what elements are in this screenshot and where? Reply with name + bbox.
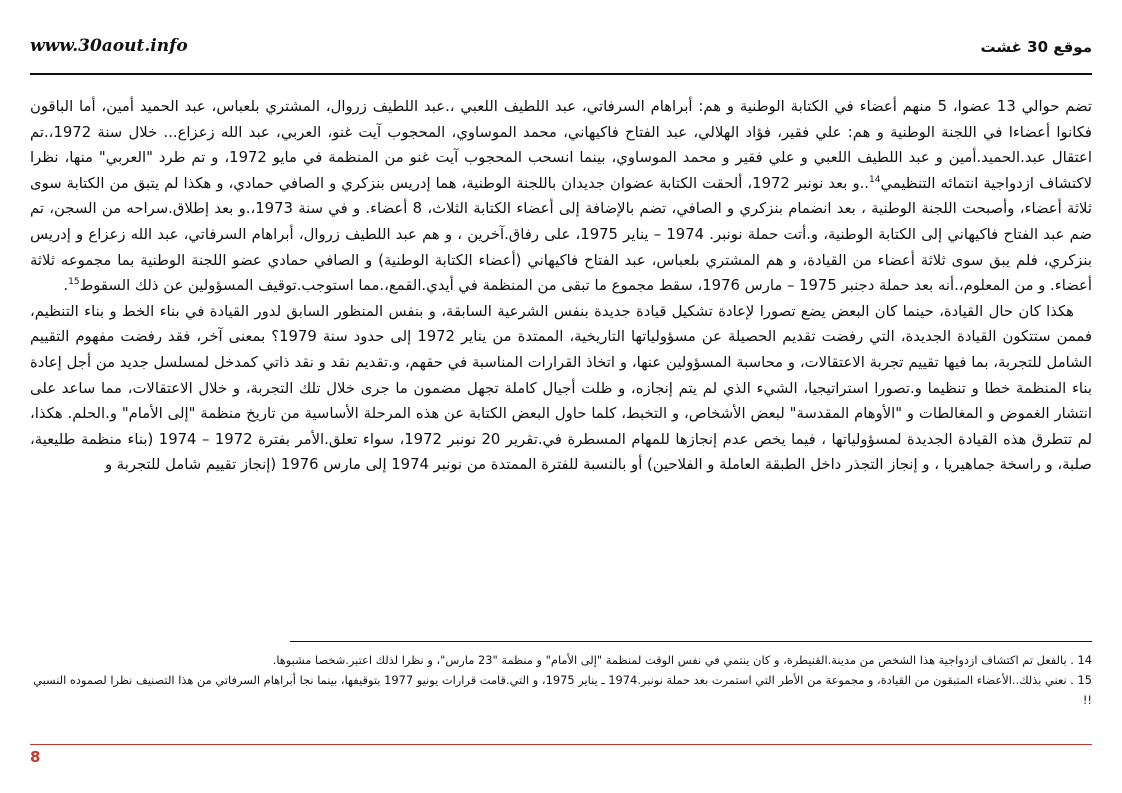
footnote-15: 15 . نعني بذلك..الأعضاء المتبقون من القيادة، و مجموعة من الأطر التي استمرت بعد حملة نونبر.1974 ـ يناير 1975، و التي.قامت قرارات يونيو 1977 بتوقيفها، بينما نجا أبراهام السرفاتي من هذا التصنيف نظرا لصموده النسبي !!	[33, 673, 1092, 707]
footnote-ref-15: 15	[68, 277, 80, 288]
paragraph-2: هكذا كان حال القيادة، حينما كان البعض يضع تصورا لإعادة تشكيل قيادة جديدة بنفس الشرعية السابقة، و بنفس المنظور السابق لدور القيادة في بناء الخط و بناء التنظيم، فممن ستتكون القيادة الجديدة، التي رفضت تقديم الحصيلة عن مسؤولياتها التاريخية، الممتدة من يناير 1972 إلى حدود سنة 1979؟ بمعنى آخر، فقد رفضت مفهوم التقييم الشامل للتجربة، بما فيها تقييم تجربة الاعتقالات، و محاسبة المسؤولين عنها، و اتخاذ القرارات المناسبة في حقهم، و.تقديم نقد و نقد ذاتي كمدخل لمسلسل جديد من أجل إعادة بناء المنظمة خطا و تنظيما و.تصورا استراتيجيا، الشيء الذي لم يتم إنجازه، و ظلت أجيال كاملة تجهل مضمون ما جرى خلال تلك التجربة، و خلال الاعتقالات، مما ساعد على انتشار الغموض و المغالطات و "الأوهام المقدسة" لبعض الأشخاص، و التخبط، كلما حاول البعض الكتابة عن هذه المرحلة الأساسية من تاريخ منظمة "إلى الأمام" و.الحلم. هكذا، لم تتطرق هذه القيادة الجديدة لمسؤولياتها ، فيما يخص عدم إنجازها للمهام المسطرة في.تقرير 20 نونبر 1972، سواء تعلق.الأمر بفترة 1972 – 1974 (بناء منظمة طليعية، صلبة، و راسخة جماهيريا ، و إنجاز التجذر داخل الطبقة العاملة و الفلاحين) أو بالنسبة للفترة الممتدة من نونبر 1974 إلى مارس 1976 (إنجاز تقييم شامل للتجربة و	[30, 302, 1093, 474]
footnote-divider	[290, 641, 1092, 642]
page-number: 8	[30, 748, 41, 766]
footer-divider	[30, 744, 1092, 745]
paragraph-1	[30, 94, 1092, 299]
paragraph-1-continued: ..و بعد نونبر 1972، ألحقت الكتابة عضوان جديدان باللجنة الوطنية، هما إدريس بنزكري و الصافي حمادي، و هكذا لم يتبق من الكتابة سوى ثلاثة أعضاء، وأصبحت اللجنة الوطنية ، بعد انضمام بنزكري و الصافي، تضم بالإضافة إلى أعضاء الكتابة الثلاث، 8 أعضاء. و في سنة 1973،.و بعد إطلاق.سراحه من السجن، تم ضم عبد الفتاح فاكيهاني إلى الكتابة الوطنية، و.أتت حملة نونبر. 1974 – يناير 1975، على رفاق.آخرين ، و هم عبد اللطيف زروال، أبراهام السرفاتي، عبد الله زعزاع و إدريس بنزكري، فلم يبق سوى ثلاثة أعضاء من القيادة، و هم المشتري بلعباس، عبد الفتاح فاكيهاني (أعضاء الكتابة الوطنية) و الصافي حمادي عضو اللجنة الوطنية بما مجموعه ثلاثة أعضاء. و من المعلوم،.أنه بعد حملة دجنبر 1975 – مارس 1976، سقط مجموع ما تبقى من المنظمة في أيدي.القمع،.مما استوجب.توقيف المسؤولين عن ذلك السقوط	[30, 174, 1092, 295]
footnote-14: 14 . بالفعل تم اكتشاف ازدواجية هذا الشخص من مدينة.القنيطرة، و كان ينتمي في نفس الوقت لمنظمة "إلى الأمام" و منظمة "23 مارس"، و نظرا لذلك اعتبر.شخصا مشبوها.	[272, 653, 1092, 667]
site-name: موقع 30 غشت	[980, 38, 1092, 56]
footnote-ref-14: 14	[869, 174, 881, 185]
paragraph-1-text: تضم حوالي 13 عضوا، 5 منهم أعضاء في الكتابة الوطنية و هم: أبراهام السرفاتي، عبد اللطيف اللعبي ،.عبد اللطيف زروال، المشتري بلعباس، عبد الحميد أمين، أما الباقون فكانوا أعضاءا في اللجنة الوطنية و هم: علي فقير، فؤاد الهلالي، عبد الفتاح فاكيهاني، محمد الموساوي، المحجوب آيت غنو، العربي، عبد الله زعزاع... خلال سنة 1972،.تم اعتقال عبد.الحميد.أمين و عبد اللطيف اللعبي و علي فقير و محمد الموساوي، بينما انسحب المحجوب آيت غنو من المنظمة في مايو 1972، و تم طرد "العربي" منها، نظرا لاكتشاف ازدواجية انتمائه التنظيمي	[30, 98, 1093, 192]
header-divider	[30, 73, 1092, 75]
page-header	[30, 30, 1092, 70]
site-url: www.30aout.info	[30, 36, 188, 56]
paragraph-1-end: .	[63, 277, 69, 295]
footnotes	[30, 650, 1092, 710]
body-text	[30, 94, 1092, 478]
